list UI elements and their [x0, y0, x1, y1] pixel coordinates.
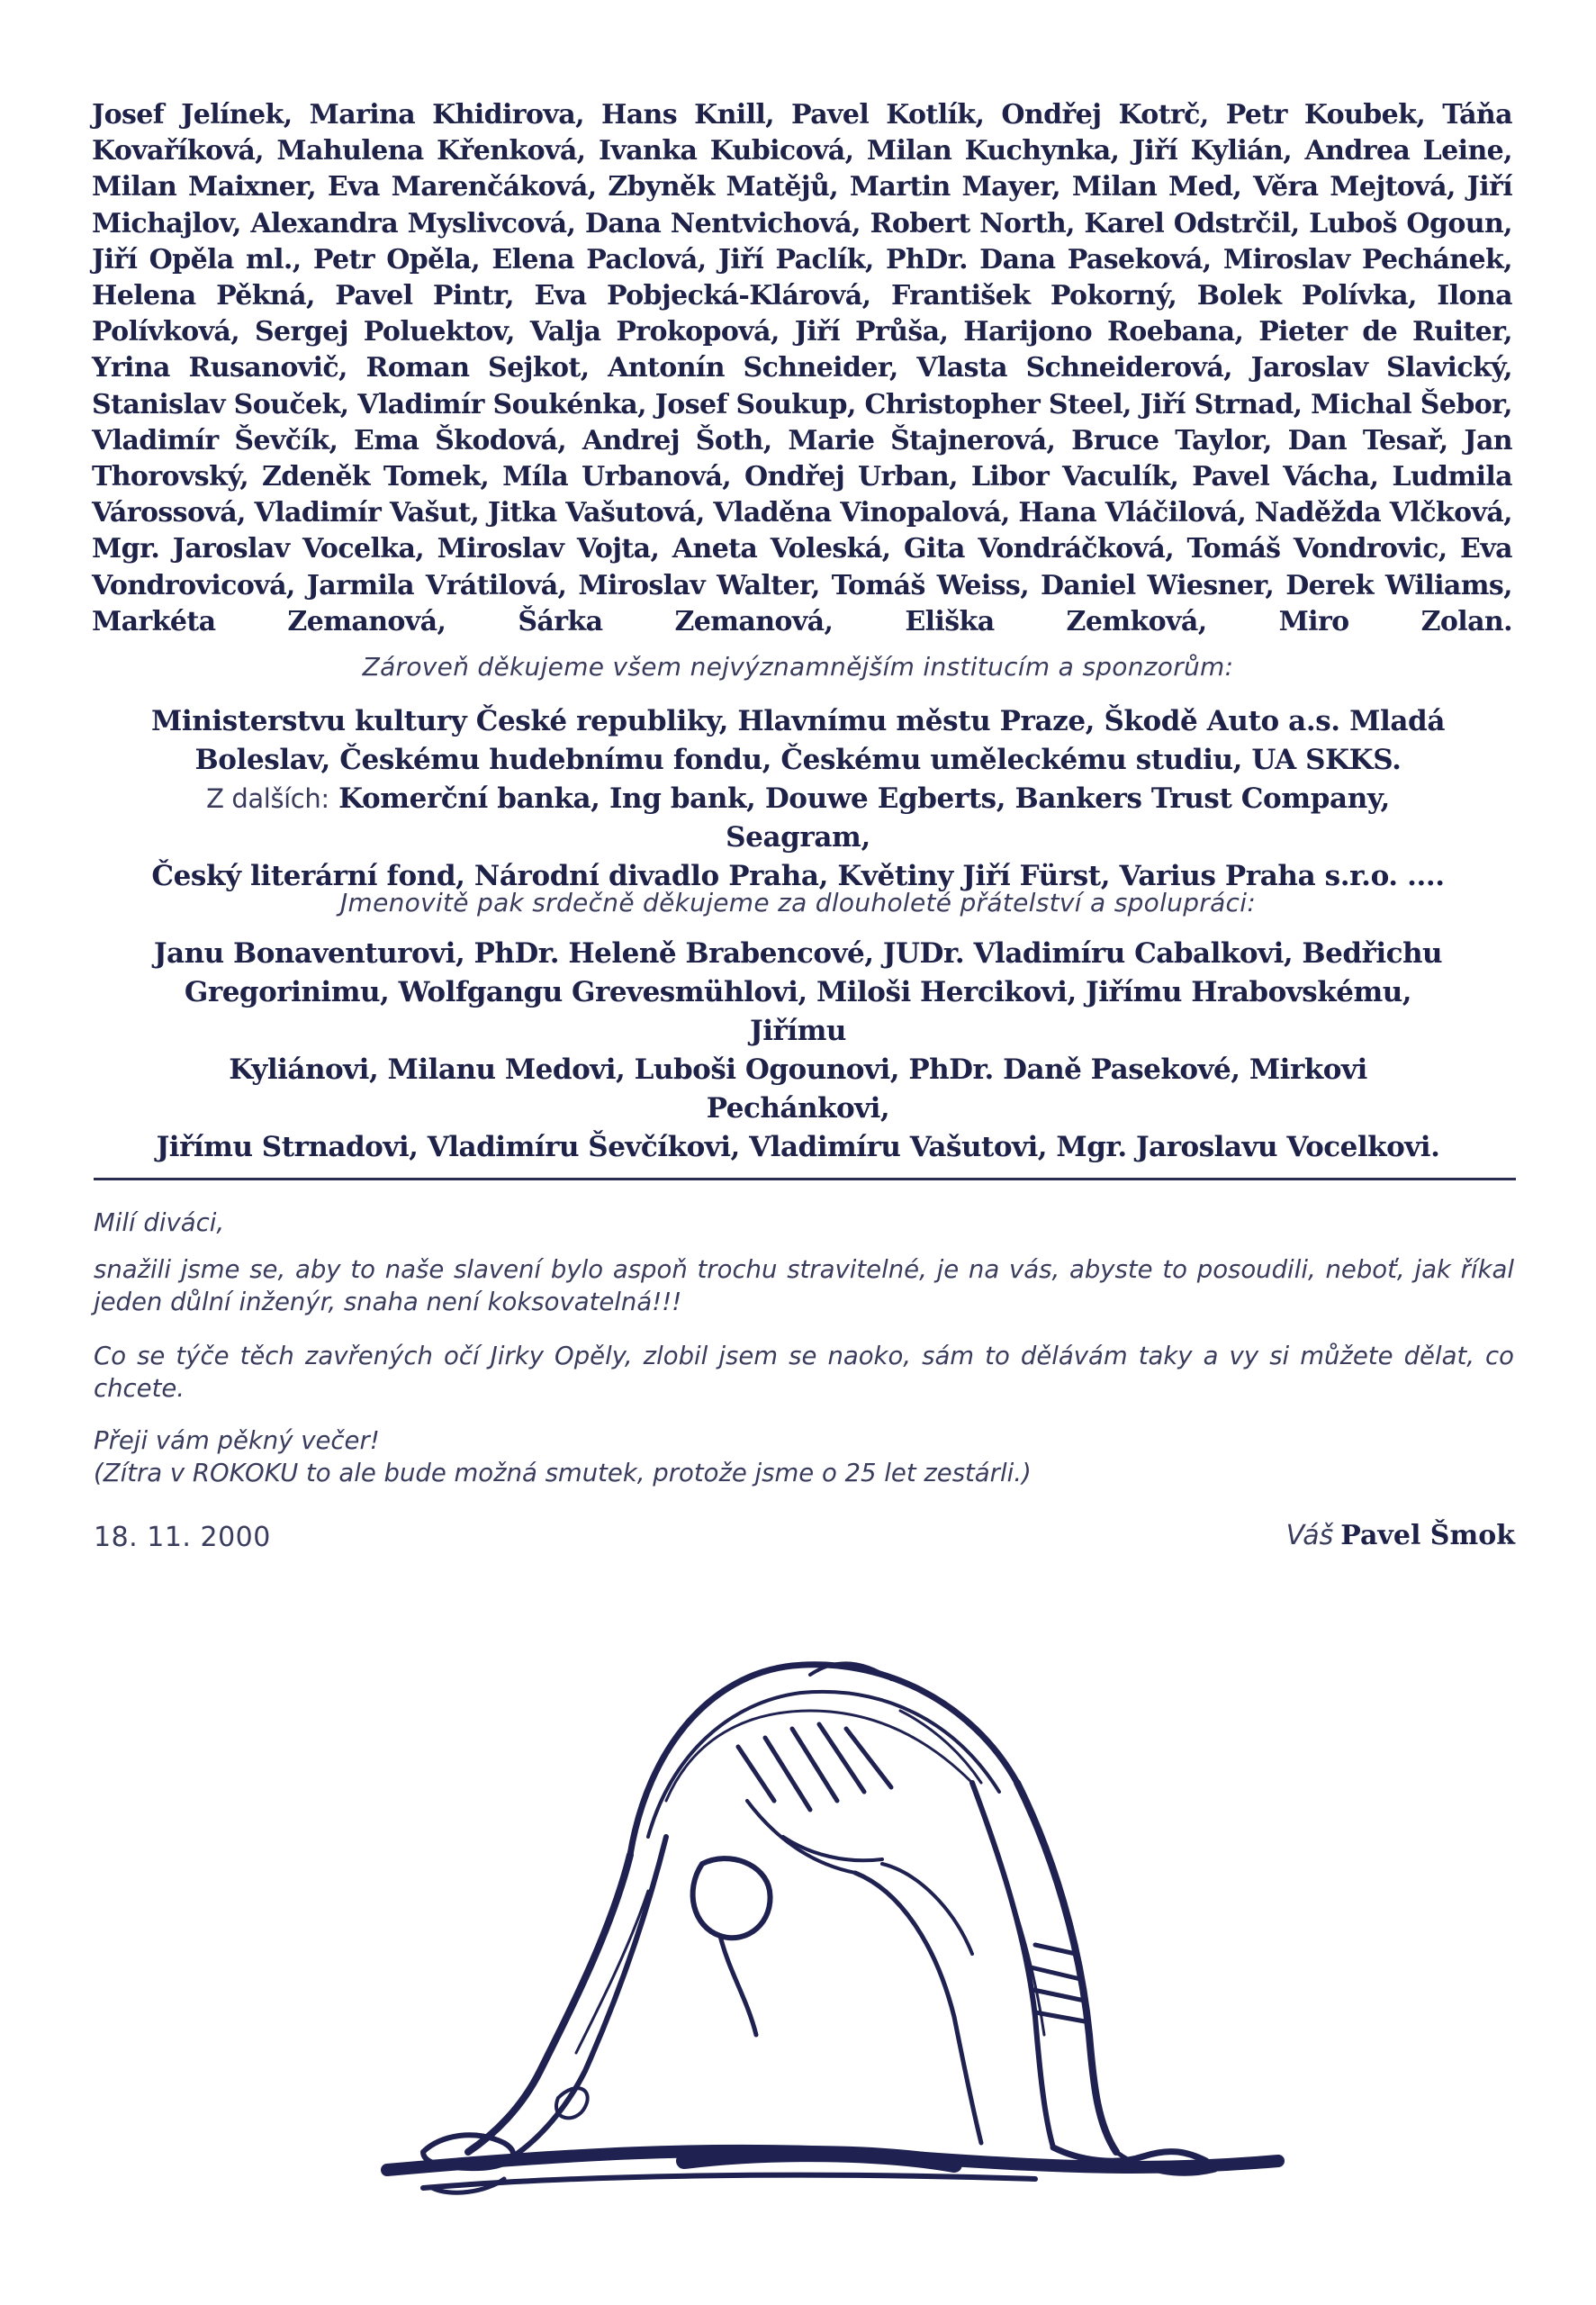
signature-lead: Váš: [1285, 1520, 1334, 1551]
letter-signature: [1286, 1520, 1515, 1551]
sponsors-line-1: Ministerstvu kultury České republiky, Hlavnímu městu Praze, Škodě Auto a.s. Mladá: [150, 705, 1446, 737]
sponsors-heading: Zároveň děkujeme všem nejvýznamnějším institucím a sponzorům:: [362, 652, 1234, 682]
sponsors-line-3-text: Komerční banka, Ing bank, Douwe Egberts, Bankers Trust Company, Seagram,: [338, 782, 1390, 854]
friends-line-2: Gregorinimu, Wolfgangu Grevesmühlovi, Miloši Hercikovi, Jiřímu Hrabovskému, Jiřímu: [184, 976, 1412, 1047]
signature-name: Pavel Šmok: [1340, 1520, 1515, 1551]
letter-paragraph-1: snažili jsme se, aby to naše slavení bylo aspoň trochu stravitelné, je na vás, abyste to posoudili, neboť, jak říkal jeden důlní inženýr, snaha není koksovatelná!!!: [94, 1255, 1514, 1316]
friends-heading: Jmenovitě pak srdečně děkujeme za dlouholeté přátelství a spolupráci:: [339, 888, 1257, 917]
names-list: Josef Jelínek, Marina Khidirova, Hans Knill, Pavel Kotlík, Ondřej Kotrč, Petr Koubek, Táňa Kovaříková, Mahulena Křenková, Ivanka Kubicová, Milan Kuchynka, Jiří Kylián, Andrea Leine, Milan Maixner, Eva Marenčáková, Zbyněk Matějů, Martin Mayer, Milan Med, Věra Mejtová, Jiří Michajlov, Alexandra Myslivcová, Dana Nentvichová, Robert North, Karel Odstrčil, Luboš Ogoun, Jiří Opěla ml., Petr Opěla, Elena Paclová, Jiří Paclík, PhDr. Dana Paseková, Miroslav Pechánek, Helena Pěkná, Pavel Pintr, Eva Pobjecká-Klárová, František Pokorný, Bolek Polívka, Ilona Polívková, Sergej Poluektov, Valja Prokopová, Jiří Průša, Harijono Roebana, Pieter de Ruiter, Yrina Rusanovič, Roman Sejkot, Antonín Schneider, Vlasta Schneiderová, Jaroslav Slavický, Stanislav Souček, Vladimír Soukénka, Josef Soukup, Christopher Steel, Jiří Strnad, Michal Šebor, Vladimír Ševčík, Ema Škodová, Andrej Šoth, Marie Štajnerová, Bruce Taylor, Dan Tesař, Jan Thorovský, Zdeněk Tomek, Míla Urbanová, Ondřej Urban, Libor Vaculík, Pavel Vácha, Ludmila Várossová, Vladimír Vašut, Jitka Vašutová, Vladěna Vinopalová, Hana Vláčilová, Naděžda Vlčková, Mgr. Jaroslav Vocelka, Miroslav Vojta, Aneta Voleská, Gita Vondráčková, Tomáš Vondrovic, Eva Vondrovicová, Jarmila Vrátilová, Miroslav Walter, Tomáš Weiss, Daniel Wiesner, Derek Wiliams, Markéta Zemanová, Šárka Zemanová, Eliška Zemková, Miro Zolan.: [92, 99, 1512, 637]
sponsors-line-4: Český literární fond, Národní divadlo Praha, Květiny Jiří Fürst, Varius Praha s.r.o. ....: [151, 860, 1445, 892]
letter-paragraph-3: [94, 1424, 1514, 1489]
sponsors-line-3: [135, 780, 1461, 857]
dancer-sketch-illustration: [0, 1567, 1596, 2233]
letter-paragraph-2: Co se týče těch zavřených očí Jirky Opěly, zlobil jsem se naoko, sám to dělávám taky a vy si můžete dělat, co chcete.: [94, 1342, 1514, 1403]
friends-line-4: Jiřímu Strnadovi, Vladimíru Ševčíkovi, Vladimíru Vašutovi, Mgr. Jaroslavu Vocelkovi.: [156, 1131, 1440, 1163]
sketch-head: [693, 1858, 771, 1938]
letter-date: 18. 11. 2000: [94, 1522, 271, 1553]
sponsors-list: [135, 702, 1461, 896]
letter-aside: (Zítra v ROKOKU to ale bude možná smutek, protože jsme o 25 let zestárli.): [94, 1459, 1032, 1487]
letter-wish: Přeji vám pěkný večer!: [94, 1426, 380, 1455]
letter-greeting: Milí diváci,: [94, 1208, 225, 1237]
friends-line-3: Kyliánovi, Milanu Medovi, Luboši Ogounovi, PhDr. Daně Pasekové, Mirkovi Pechánkovi,: [229, 1053, 1367, 1125]
sketch-left-arm: [468, 1855, 630, 2152]
sponsors-line-2: Boleslav, Českému hudebnímu fondu, Českému uměleckému studiu, UA SKKS.: [194, 744, 1402, 776]
section-divider: [94, 1178, 1516, 1180]
friends-line-1: Janu Bonaventurovi, PhDr. Heleně Brabencové, JUDr. Vladimíru Cabalkovi, Bedřichu: [153, 937, 1443, 970]
sponsors-others-label: Z dalších:: [206, 783, 329, 814]
friends-list: [135, 935, 1461, 1167]
